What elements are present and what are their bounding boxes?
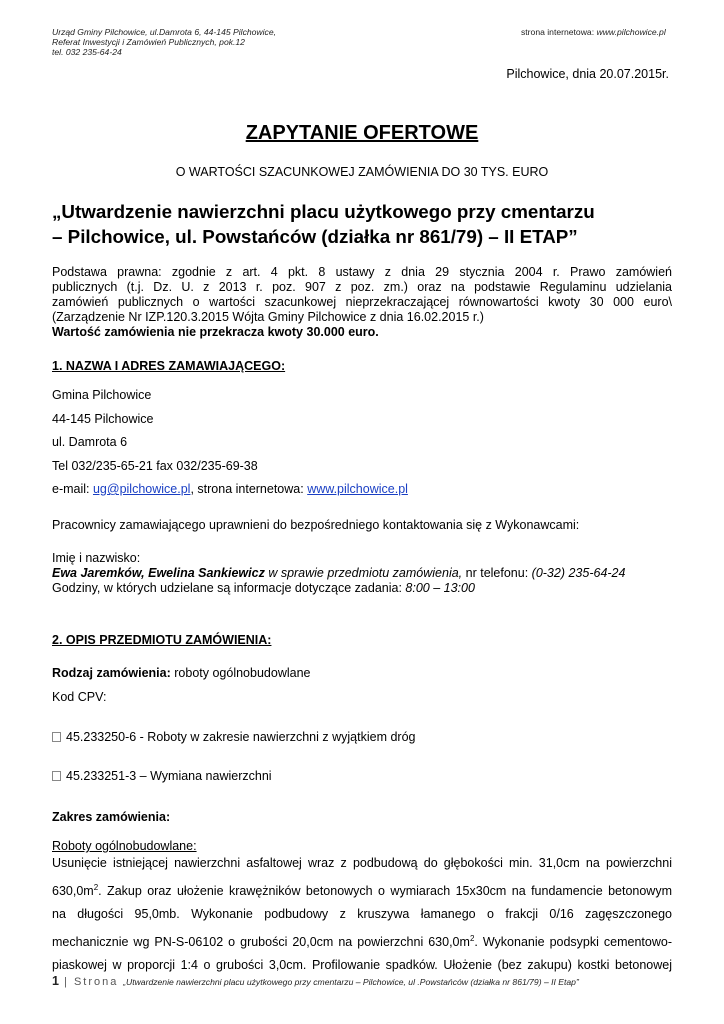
superscript: 2 <box>93 882 99 892</box>
website-label: strona internetowa: <box>521 27 597 37</box>
cpv-code: 45.233250-6 - Roboty w zakresie nawierzchni z wyjątkiem dróg <box>66 730 416 744</box>
authority-phone: Tel 032/235-65-21 fax 032/235-69-38 <box>52 458 258 473</box>
scope-heading: Zakres zamówienia: <box>52 810 171 824</box>
persons-names: Ewa Jaremków, Ewelina Sankiewicz <box>52 566 265 580</box>
page-footer <box>52 974 579 988</box>
legal-line: (Zarządzenie Nr IZP.120.3.2015 Wójta Gminy Pilchowice z dnia 16.02.2015 r.) <box>52 310 484 324</box>
subject-line-1: „Utwardzenie nawierzchni placu użytkowego przy cmentarzu <box>52 201 595 222</box>
contact-intro: Pracownicy zamawiającego uprawnieni do bezpośredniego kontaktowania się z Wykonawcami: <box>52 518 580 532</box>
subject-title <box>52 199 595 249</box>
works-line: Usunięcie istniejącej nawierzchni asfaltowej wraz z podbudową do głębokości min. 31,0cm na powierzchni <box>52 856 672 870</box>
document-subtitle: O WARTOŚCI SZACUNKOWEJ ZAMÓWIENIA DO 30 TYS. EURO <box>175 165 549 179</box>
page-number: 1 <box>52 974 59 988</box>
persons-subject: w sprawie przedmiotu zamówienia, <box>264 566 463 580</box>
works-text: mechanicznie wg PN-S-06102 o grubości 20,0cm na powierzchni 630,0m <box>52 934 470 949</box>
letterhead-phone: tel. 032 235-64-24 <box>52 47 122 57</box>
legal-line: zamówień publicznych o wartości szacunkowej nieprzekraczającej równowartości kwoty 30 000 euro\ <box>52 295 672 309</box>
web-label: , strona internetowa: <box>190 482 308 496</box>
bullet-icon <box>52 732 61 742</box>
web-link[interactable]: www.pilchowice.pl <box>307 482 408 496</box>
works-text: . Zakup oraz ułożenie krawężników betonowych o wymiarach 15x30cm na fundamencie betonowym <box>98 883 672 898</box>
persons-line <box>52 566 672 581</box>
contracting-authority <box>52 384 672 502</box>
document-title: ZAPYTANIE OFERTOWE <box>245 122 479 144</box>
cpv-item <box>52 730 672 745</box>
authority-street: ul. Damrota 6 <box>52 435 128 449</box>
subject-line-2: – Pilchowice, ul. Powstańców (działka nr 861/79) – II ETAP” <box>52 226 578 247</box>
legal-basis <box>52 265 672 340</box>
order-kind <box>52 662 672 709</box>
name-label: Imię i nazwisko: <box>52 551 141 565</box>
section-1-heading: 1. NAZWA I ADRES ZAMAWIAJĄCEGO: <box>52 359 286 373</box>
footer-separator: | <box>58 976 74 988</box>
letterhead-address: Urząd Gminy Pilchowice, ul.Damrota 6, 44-145 Pilchowice, <box>52 27 277 37</box>
works-line <box>52 876 672 904</box>
legal-line: publicznych (t.j. Dz. U. z 2013 r. poz. 907 z poz. zm.) oraz na podstawie Regulaminu udzielania <box>52 280 672 294</box>
email-link[interactable]: ug@pilchowice.pl <box>92 482 191 496</box>
authority-name: Gmina Pilchowice <box>52 388 152 402</box>
phone-label: nr telefonu: <box>462 566 532 580</box>
cpv-label: Kod CPV: <box>52 689 107 704</box>
footer-title: „Utwardzenie nawierzchni placu użytkowego przy cmentarzu – Pilchowice, ul .Powstańców (działka nr 861/79) – II Etap” <box>123 977 579 987</box>
letterhead-website <box>521 27 666 37</box>
letterhead <box>52 27 276 57</box>
letterhead-department: Referat Inwestycji i Zamówień Publicznych, pok.12 <box>52 37 245 47</box>
date-line: Pilchowice, dnia 20.07.2015r. <box>506 67 669 81</box>
hours-value: 8:00 – 13:00 <box>405 581 475 595</box>
contact-persons <box>52 551 672 596</box>
works-line: piaskowej w proporcji 1:4 o grubości 3,0cm. Profilowanie spadków. Ułożenie (bez zakupu) kostki betonowej <box>52 958 672 973</box>
order-kind-line <box>52 662 672 686</box>
authority-contact-links <box>52 478 672 502</box>
works-text: . Wykonanie podsypki cementowo- <box>474 934 672 949</box>
hours-line <box>52 581 672 596</box>
legal-line: Podstawa prawna: zgodnie z art. 4 pkt. 8 ustawy z dnia 29 stycznia 2004 r. Prawo zamówień <box>52 265 672 279</box>
section-2-heading: 2. OPIS PRZEDMIOTU ZAMÓWIENIA: <box>52 633 272 647</box>
works-heading-text: Roboty ogólnobudowlane: <box>52 839 197 853</box>
cpv-code: 45.233251-3 – Wymiana nawierzchni <box>66 769 272 783</box>
value-limit: Wartość zamówienia nie przekracza kwoty 30.000 euro. <box>52 325 379 339</box>
authority-postal: 44-145 Pilchowice <box>52 411 154 426</box>
superscript: 2 <box>469 933 475 943</box>
email-label: e-mail: <box>52 482 93 496</box>
works-description <box>52 852 672 978</box>
persons-phone: (0-32) 235-64-24 <box>531 566 626 580</box>
kind-label: Rodzaj zamówienia: <box>52 666 171 680</box>
website-link[interactable]: www.pilchowice.pl <box>596 27 666 37</box>
works-line: na długości 95,0mb. Wykonanie podbudowy z kruszywa łamanego o frakcji 0/16 zagęszczonego <box>52 907 672 922</box>
works-line <box>52 927 672 955</box>
works-area: 630,0m <box>52 883 94 898</box>
hours-label: Godziny, w których udzielane są informacje dotyczące zadania: <box>52 581 406 595</box>
kind-value: roboty ogólnobudowlane <box>170 666 311 680</box>
cpv-item <box>52 769 672 784</box>
bullet-icon <box>52 771 61 781</box>
footer-strona: Strona <box>73 976 119 988</box>
